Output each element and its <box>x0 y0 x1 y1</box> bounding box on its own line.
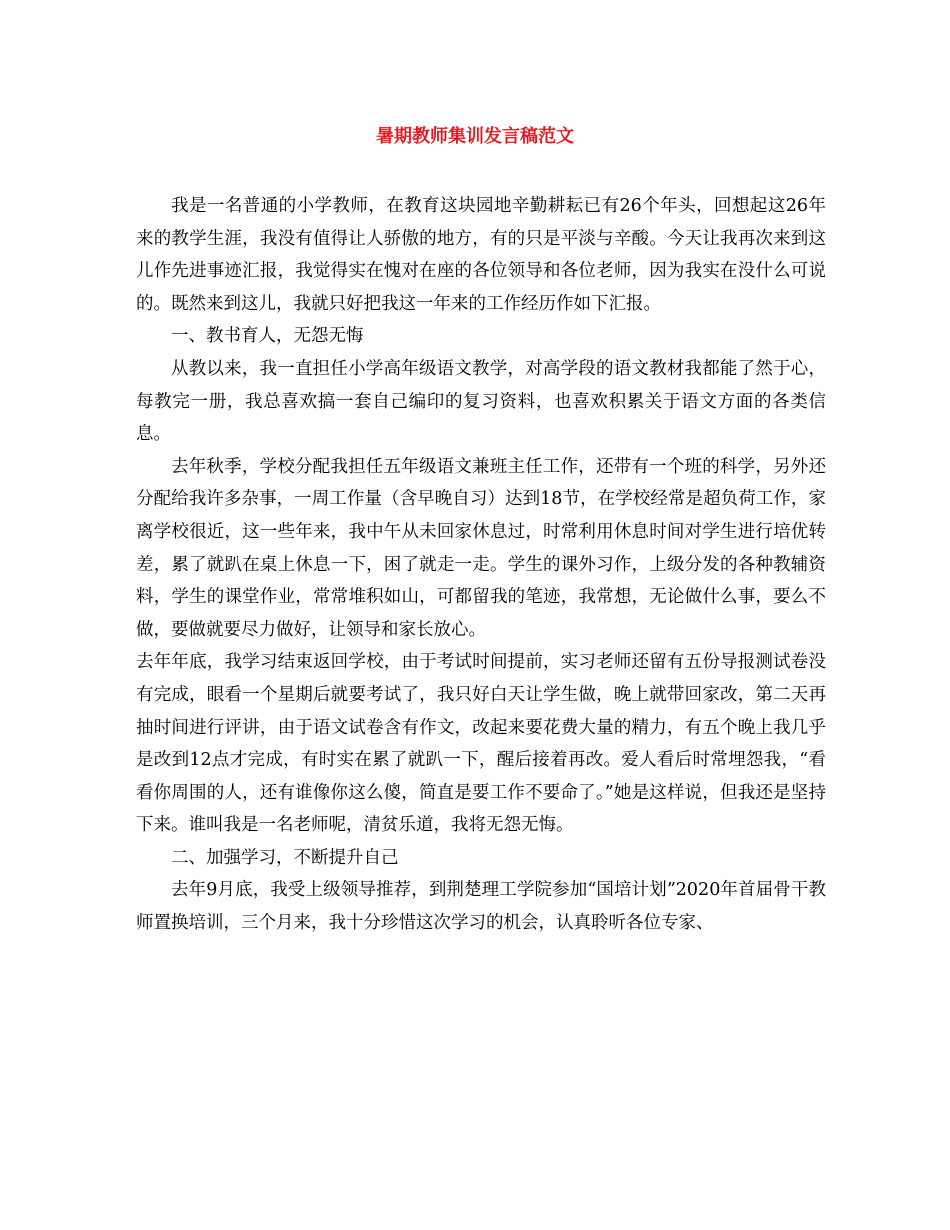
section-heading: 一、教书育人，无怨无悔 <box>171 326 364 347</box>
document-title: 暑期教师集训发言稿范文 <box>376 126 574 147</box>
section-heading: 二、加强学习，不断提升自己 <box>171 847 399 868</box>
paragraph: 去年9月底，我受上级领导推荐，到荆楚理工学院参加“国培计划”2020年首届骨干教师置换培训，三个月来，我十分珍惜这次学习的机会，认真聆听各位专家、 <box>136 880 826 934</box>
paragraph: 去年秋季，学校分配我担任五年级语文兼班主任工作，还带有一个班的科学，另外还分配给我许多杂事，一周工作量（含早晚自习）达到18节，在学校经常是超负荷工作，家离学校很近，这一些年来，我中午从未回家休息过，时常利用休息时间对学生进行培优转差，累了就趴在桌上休息一下，困了就走一走。学生的课外习作，上级分发的各种教辅资料，学生的课堂作业，常常堆积如山，可都留我的笔迹，我常想，无论做什么事，要么不做，要做就要尽力做好，让领导和家长放心。 <box>136 456 826 640</box>
paragraph: 去年年底，我学习结束返回学校，由于考试时间提前，实习老师还留有五份导报测试卷没有完成，眼看一个星期后就要考试了，我只好白天让学生做，晚上就带回家改，第二天再抽时间进行评讲，由于语文试卷含有作文，改起来要花费大量的精力，有五个晚上我几乎是改到12点才完成，有时实在累了就趴一下，醒后接着再改。爱人看后时常埋怨我，“看看你周围的人，还有谁像你这么傻，简直是要工作不要命了。”她是这样说，但我还是坚持下来。谁叫我是一名老师呢，清贫乐道，我将无怨无悔。 <box>136 652 826 836</box>
paragraph: 从教以来，我一直担任小学高年级语文教学，对高学段的语文教材我都能了然于心，每教完一册，我总喜欢搞一套自己编印的复习资料，也喜欢积累关于语文方面的各类信息。 <box>136 358 826 445</box>
document-body <box>136 190 826 940</box>
paragraph: 我是一名普通的小学教师，在教育这块园地辛勤耕耘已有26个年头，回想起这26年来的教学生涯，我没有值得让人骄傲的地方，有的只是平淡与辛酸。今天让我再次来到这儿作先进事迹汇报，我觉得实在愧对在座的各位领导和各位老师，因为我实在没什么可说的。既然来到这儿，我就只好把我这一年来的工作经历作如下汇报。 <box>136 196 826 314</box>
